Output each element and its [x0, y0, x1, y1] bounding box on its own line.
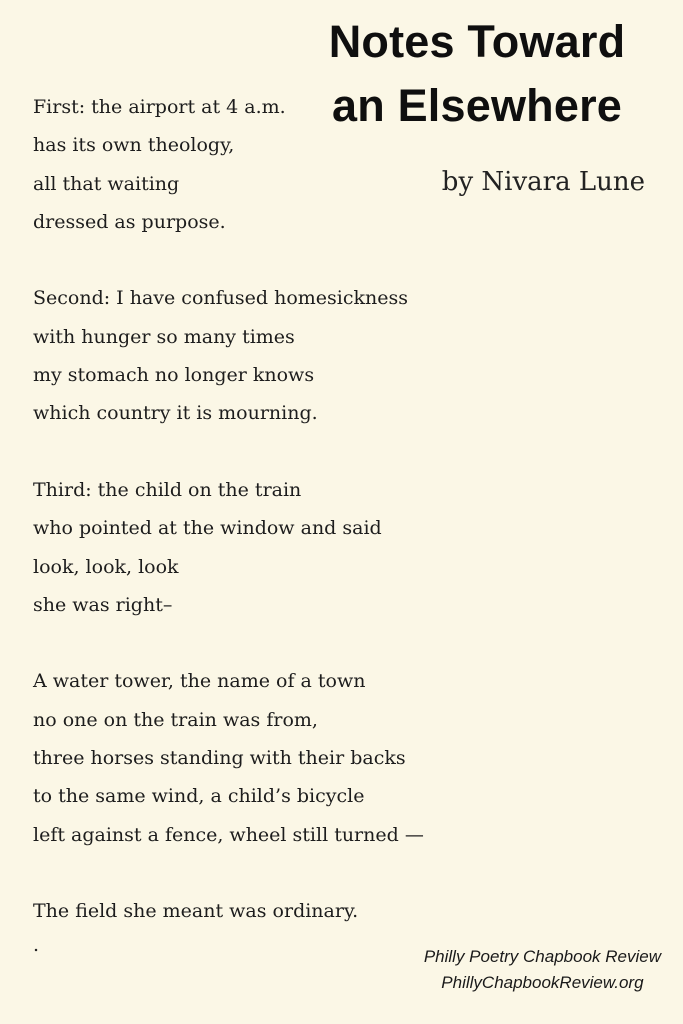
title-line-1: Notes Toward [328, 16, 626, 67]
stanza-2 [33, 279, 433, 432]
publication-footer [424, 944, 661, 996]
poem-line: with hunger so many times [33, 325, 295, 348]
poem-line: Second: I have confused homesickness [33, 287, 408, 310]
poem-line: Third: the child on the train [33, 478, 302, 501]
poem-line: no one on the train was from, [33, 708, 318, 731]
stanza-1 [33, 88, 433, 241]
stanza-5 [33, 892, 433, 930]
trailing-mark: . [33, 934, 40, 956]
poem-line: to the same wind, a child’s bicycle [33, 785, 365, 808]
poem-line: which country it is mourning. [33, 402, 318, 425]
stanza-3 [33, 471, 433, 624]
stanza-4 [33, 662, 433, 853]
author-byline: by Nivara Lune [441, 167, 645, 197]
poem-body [33, 88, 433, 931]
poem-line: look, look, look [33, 555, 179, 578]
poem-line: who pointed at the window and said [33, 517, 382, 540]
poem-line: left against a fence, wheel still turned — [33, 823, 424, 846]
poem-line: The field she meant was ordinary. [33, 900, 359, 923]
poem-line: First: the airport at 4 a.m. [33, 96, 286, 118]
poem-line: she was right– [33, 593, 173, 616]
publication-name: Philly Poetry Chapbook Review [423, 947, 661, 966]
title-line-2: an Elsewhere [331, 80, 623, 131]
poem-line: all that waiting [33, 172, 180, 195]
poem-line: A water tower, the name of a town [33, 670, 366, 693]
poem-line: my stomach no longer knows [33, 364, 315, 387]
poem-line: has its own theology, [33, 134, 235, 157]
poem-line: three horses standing with their backs [33, 747, 406, 770]
publication-url: PhillyChapbookReview.org [441, 973, 644, 992]
poem-line: dressed as purpose. [33, 210, 226, 233]
